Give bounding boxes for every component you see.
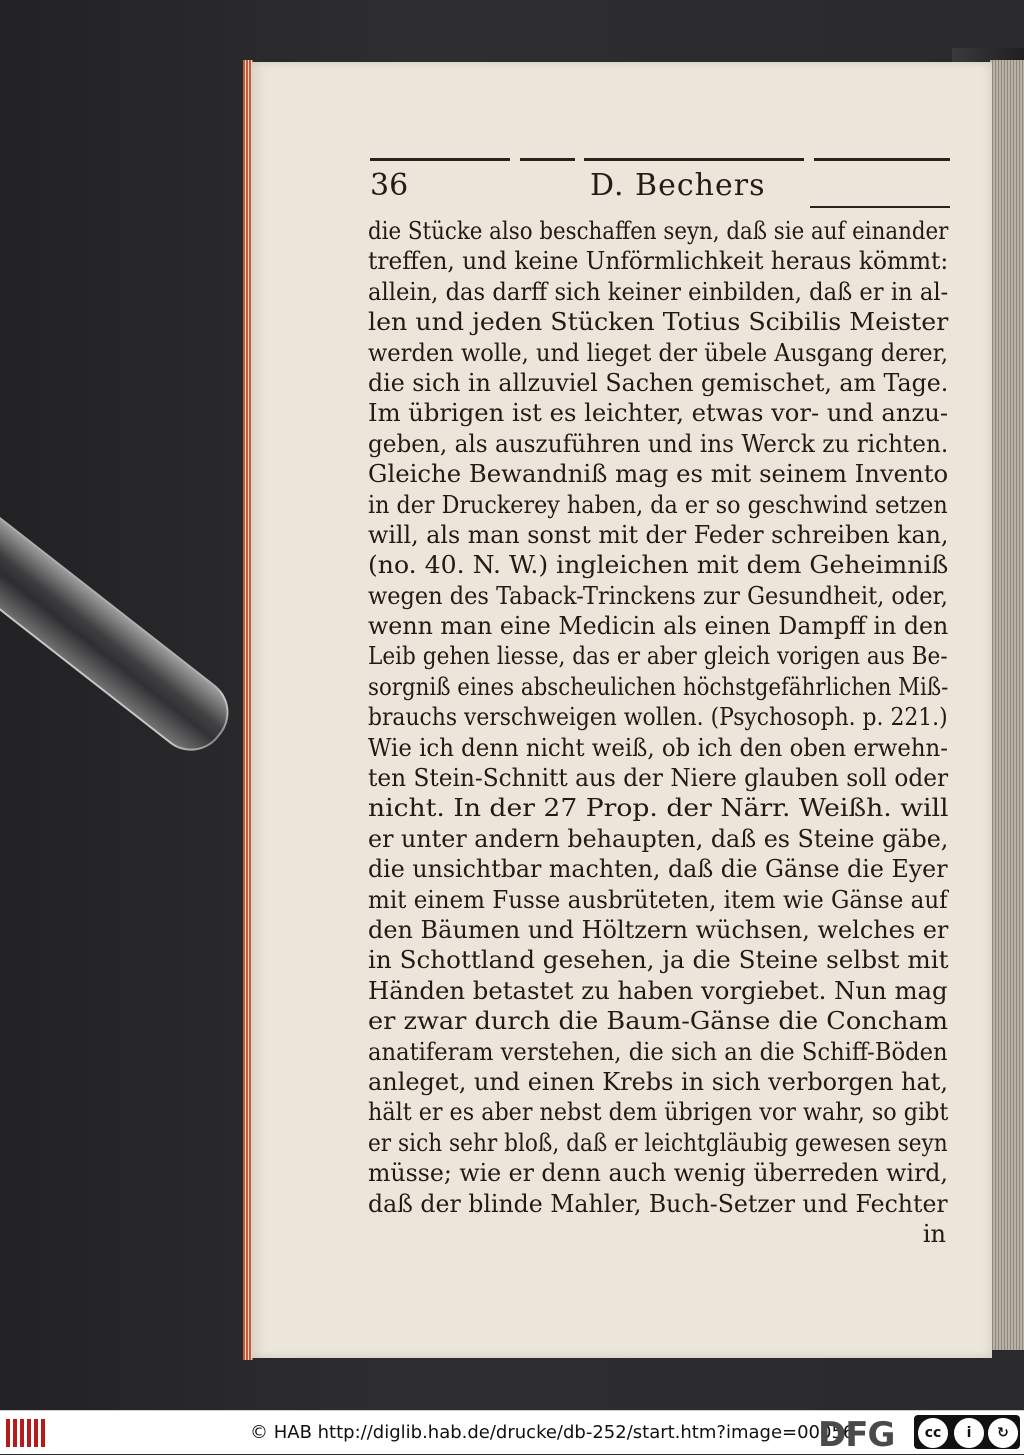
citation-text[interactable]: © HAB http://diglib.hab.de/drucke/db-252/start.htm?image=00056 — [250, 1422, 855, 1443]
text-line: anatiferam verstehen, die sich an die Schiff-Böden — [368, 1037, 948, 1066]
text-line: wegen des Taback-Trinckens zur Gesundheit, oder, — [368, 581, 948, 610]
text-line: den Bäumen und Höltzern wüchsen, welches er — [368, 915, 949, 944]
text-line: die sich in allzuviel Sachen gemischet, am Tage. — [368, 368, 949, 397]
header-underline — [810, 206, 950, 208]
cc-license-icon[interactable] — [914, 1415, 1020, 1449]
text-line: Im übrigen ist es leichter, etwas vor- und anzu- — [368, 399, 949, 428]
text-line: die unsichtbar machten, daß die Gänse die Eyer — [368, 855, 948, 884]
page-number: 36 — [370, 168, 409, 203]
text-line: treffen, und keine Unförmlichkeit heraus kömmt: — [368, 247, 949, 276]
text-line: Händen betastet zu haben vorgiebet. Nun mag — [368, 976, 948, 1005]
text-line: wenn man eine Medicin als einen Dampff in den — [368, 612, 949, 641]
text-line: nicht. In der 27 Prop. der Närr. Weißh. will — [368, 794, 949, 823]
text-line: Wie ich denn nicht weiß, ob ich den oben erwehn- — [368, 733, 948, 762]
book-page-edges — [990, 60, 1024, 1350]
text-line: Leib gehen liesse, das er aber gleich vorigen aus Be- — [368, 642, 948, 671]
by-label: BY — [960, 1439, 970, 1448]
text-line: ten Stein-Schnitt aus der Niere glauben soll oder — [368, 764, 949, 793]
text-line: er sich sehr bloß, daß er leichtgläubig gewesen seyn — [368, 1128, 948, 1157]
viewer-footer — [0, 1410, 1024, 1454]
text-line: will, als man sonst mit der Feder schreiben kan, — [368, 520, 949, 549]
text-line: (no. 40. N. W.) ingleichen mit dem Geheimniß — [368, 551, 949, 580]
text-line: brauchs verschweigen wollen. (Psychosoph. p. 221.) — [368, 703, 948, 732]
text-line: daß der blinde Mahler, Buch-Setzer und Fechter — [368, 1189, 948, 1218]
text-line: anleget, und einen Krebs in sich verborgen hat, — [368, 1067, 949, 1096]
text-line: werden wolle, und lieget der übele Ausgang derer, — [368, 338, 949, 367]
hab-logo-icon[interactable] — [6, 1419, 50, 1447]
body-text — [368, 216, 958, 1249]
text-line: Gleiche Bewandniß mag es mit seinem Invento — [368, 460, 949, 489]
text-line: len und jeden Stücken Totius Scibilis Meister — [368, 308, 949, 337]
cc-icon: cc — [918, 1418, 948, 1448]
catchword: in — [922, 1219, 946, 1248]
sa-icon: ↻ — [988, 1418, 1018, 1448]
text-line: er zwar durch die Baum-Gänse die Concham — [368, 1007, 949, 1036]
text-line: hält er es aber nebst dem übrigen vor wahr, so gibt — [368, 1098, 949, 1127]
text-line: müsse; wie er denn auch wenig überreden wird, — [368, 1159, 948, 1188]
text-line: geben, als auszuführen und ins Werck zu richten. — [368, 429, 949, 458]
header-ornament-rule — [370, 156, 950, 162]
text-line: die Stücke also beschaffen seyn, daß sie auf einander — [368, 217, 949, 245]
text-line: in Schottland gesehen, ja die Steine selbst mit — [368, 946, 949, 975]
text-line: allein, das darff sich keiner einbilden, daß er in al- — [368, 277, 949, 306]
running-head: D. Bechers — [590, 168, 766, 203]
text-line: in der Druckerey haben, da er so geschwind setzen — [368, 490, 948, 519]
by-icon: i — [954, 1418, 984, 1448]
dfg-logo: DFG — [818, 1415, 895, 1455]
text-line: sorgniß eines abscheulichen höchstgefährlichen Miß- — [368, 672, 949, 701]
page-header — [370, 168, 950, 208]
text-line: mit einem Fusse ausbrüteten, item wie Gänse auf — [368, 885, 948, 914]
text-line: er unter andern behaupten, daß es Steine gäbe, — [368, 824, 949, 853]
sa-label: SA — [994, 1439, 1005, 1448]
